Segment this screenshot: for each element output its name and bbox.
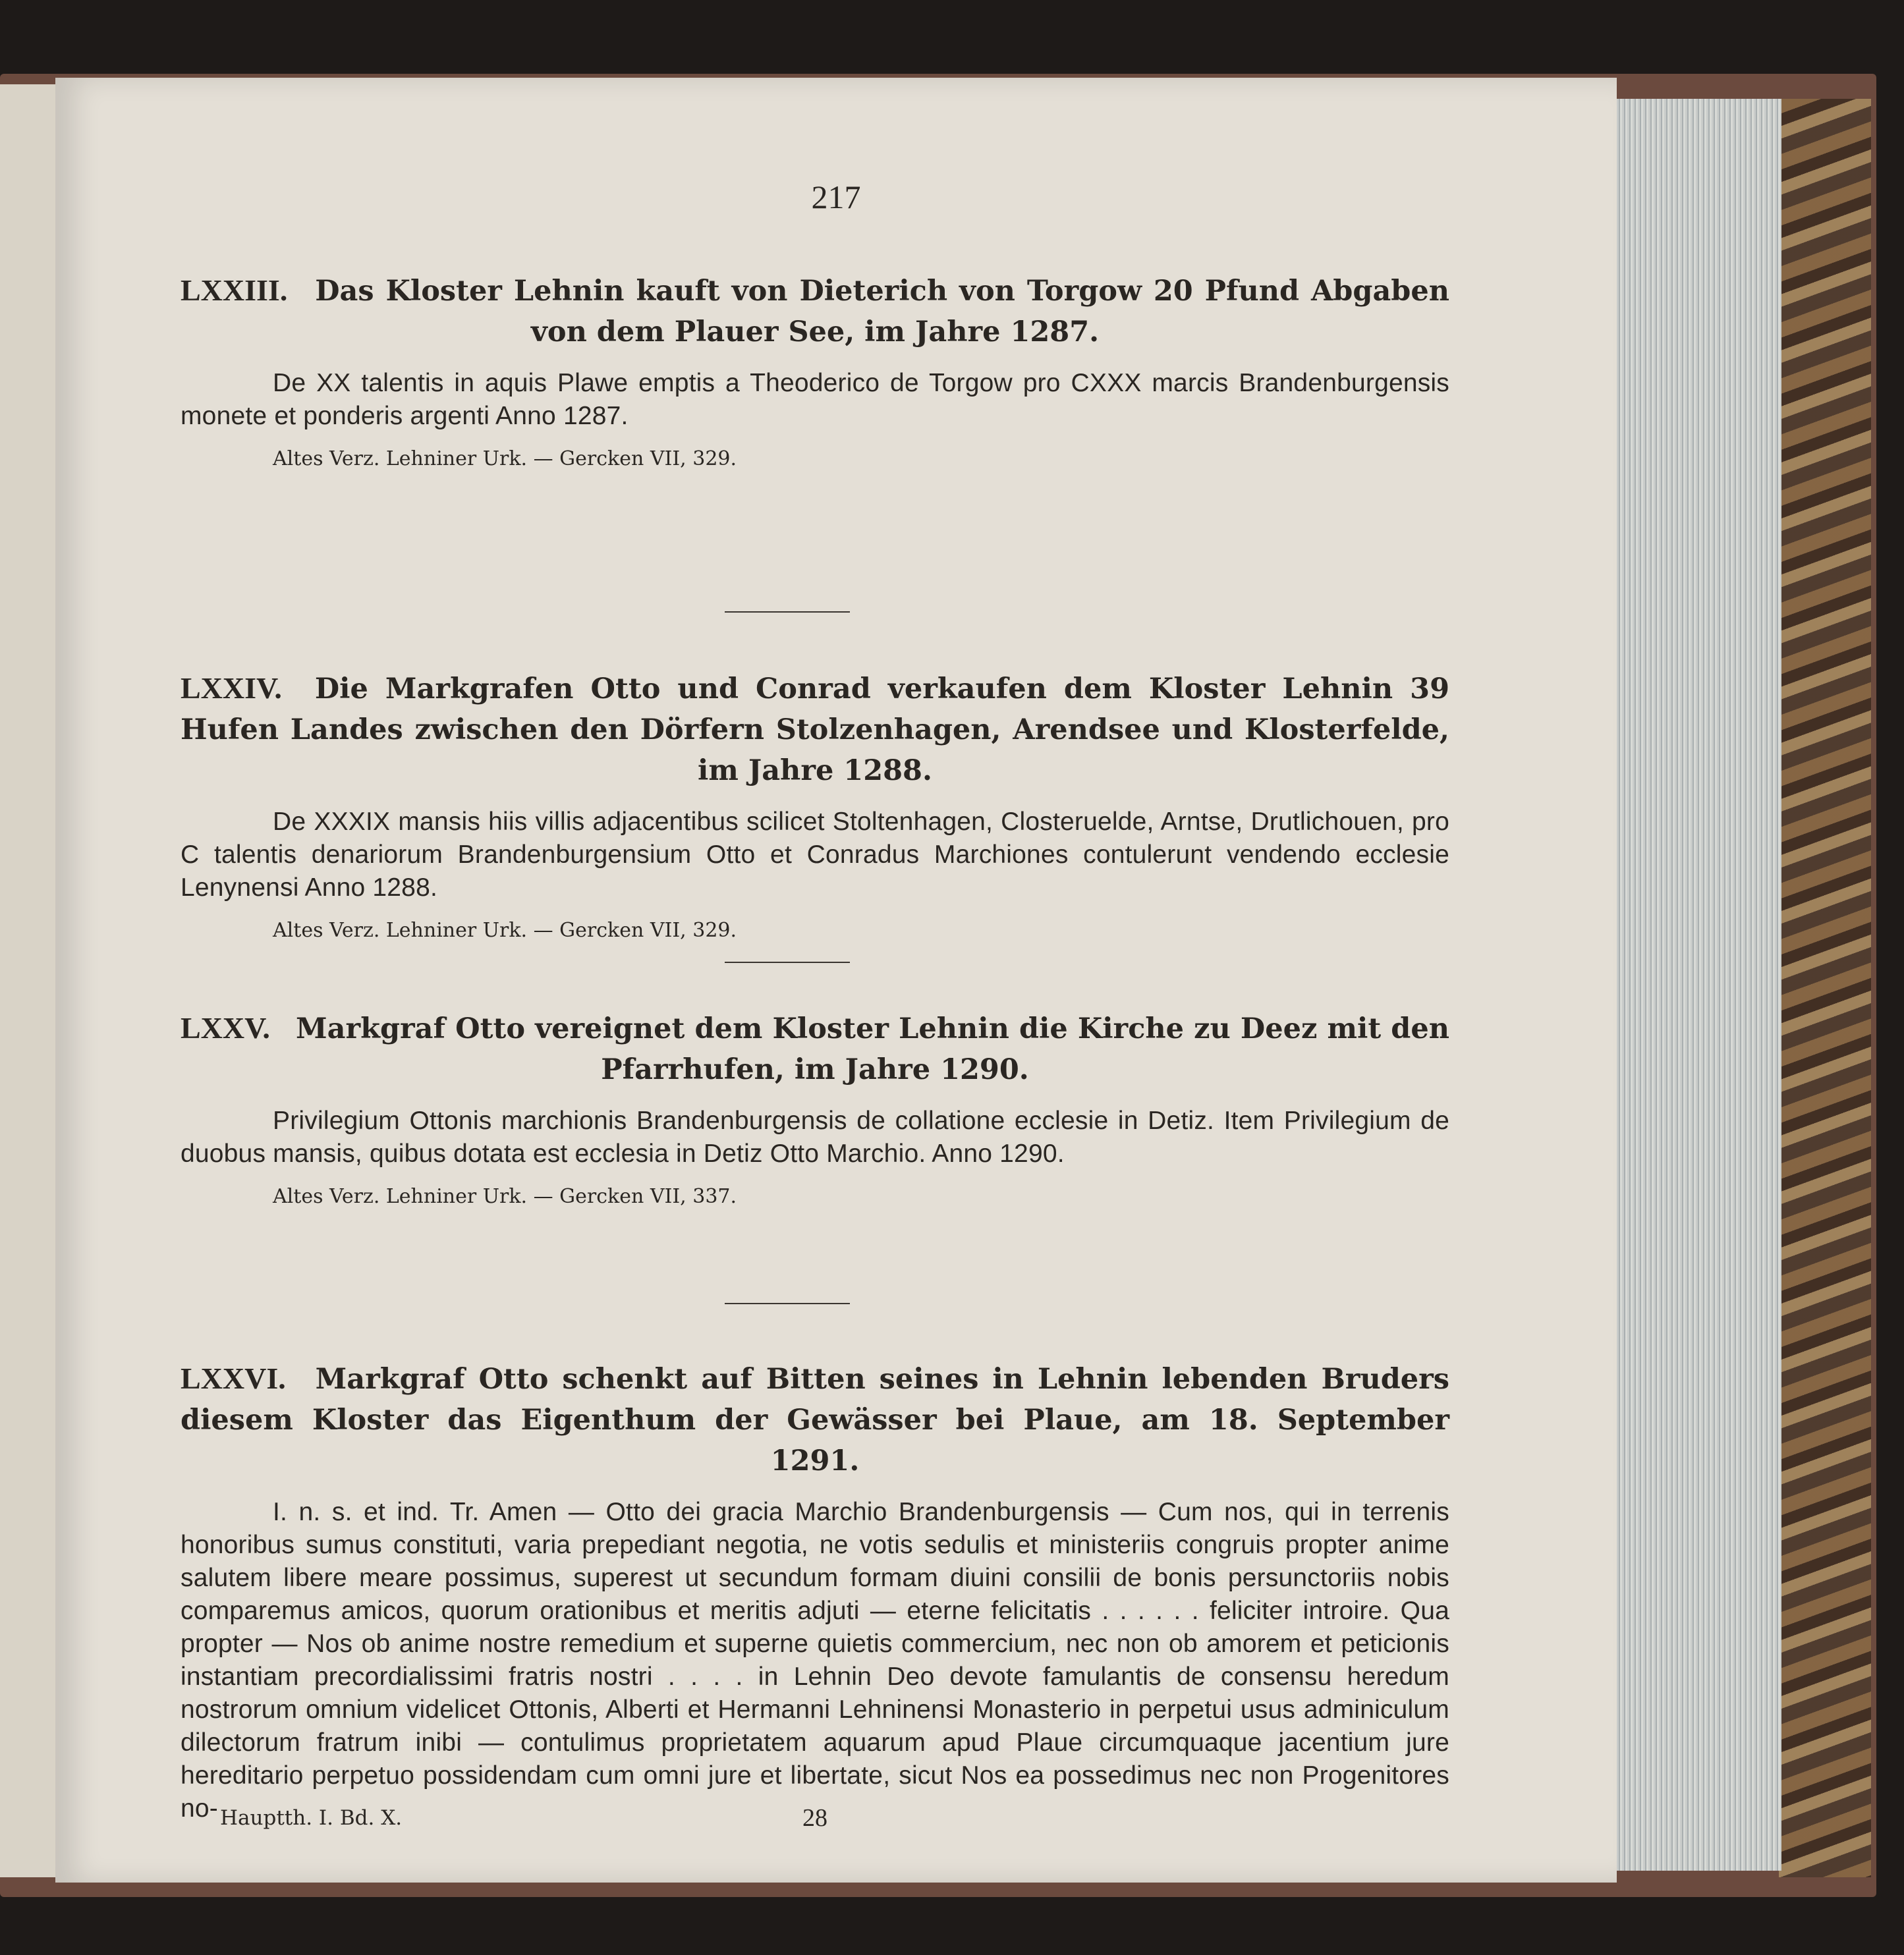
latin-paragraph: I. n. s. et ind. Tr. Amen — Otto dei gracia Marchio Brandenburgensis — Cum nos, qui in terrenis honoribus sumus constituti, varia prepediant negotia, ne votis sedulis et ministeriis congruis propter anime salutem libere meare possimus, superest ut secundum formam diuini consilii de bonis persunctoriis nobis comparemus amicos, quorum orationibus et meritis adjuti — eterne felicitatis . . . . . . feliciter introire. Qua propter — Nos ob anime nostre remedium et superne quietis commercium, nec non ob amorem et peticionis instantiam precordialissimi fratris nostri . . . . in Lehnin Deo devote famulantis de consensu heredum nostrorum omnium videlicet Ottonis, Alberti et Hermanni Lehninensi Monasterio in perpetui usus adminiculum dilectorum fratrum inibi — contulimus proprietatem aquarum apud Plaue circumquaque jacentium jure hereditario perpetuo possidendam cum omni jure et libertate, sicut Nos ea possedimus nec non Progenitores no- [181,1498,1449,1823]
entry-source: Altes Verz. Lehniner Urk. — Gercken VII, 329. [273,919,737,942]
section-divider [725,962,850,963]
entry-number: LXXIV. [181,671,282,705]
marbled-endpaper [1779,99,1871,1877]
entry-lxxv [181,1008,1449,1211]
latin-paragraph: De XX talentis in aquis Plawe emptis a Theoderico de Torgow pro CXXX marcis Brandenburgensis monete et ponderis argenti Anno 1287. [181,369,1449,430]
entry-number: LXXVI. [181,1362,286,1395]
entry-latin-text [181,367,1449,433]
entry-lxxiv [181,668,1449,945]
left-page-edge [0,84,57,1877]
footer-quire-mark: 28 [802,1804,827,1832]
entry-title: Die Markgrafen Otto und Conrad verkaufen dem Kloster Lehnin 39 Hufen Landes zwischen den Dörfern Stolzenhagen, Arendsee und Klosterfelde, im Jahre 1288. [181,673,1449,787]
page-content [55,78,1617,1883]
entry-title: Markgraf Otto schenkt auf Bitten seines in Lehnin lebenden Bruders diesem Kloster das Eigenthum der Gewässer bei Plaue, am 18. September 1291. [181,1363,1449,1477]
entry-number: LXXIII. [181,273,288,307]
entry-heading [181,668,1449,791]
page-number: 217 [811,179,861,215]
entry-latin-text [181,1105,1449,1170]
entry-latin-text [181,806,1449,904]
entry-latin-text [181,1496,1449,1825]
entry-source: Altes Verz. Lehniner Urk. — Gercken VII, 329. [273,447,737,470]
entry-heading [181,270,1449,352]
page-block-edges [1617,99,1781,1871]
latin-paragraph: De XXXIX mansis hiis villis adjacentibus scilicet Stoltenhagen, Closteruelde, Arntse, Drutlichouen, pro C talentis denariorum Brandenburgensium Otto et Conradus Marchiones contulerunt vendendo ecclesie Lenynensi Anno 1288. [181,808,1449,902]
section-divider [725,611,850,613]
latin-paragraph: Privilegium Ottonis marchionis Brandenburgensis de collatione ecclesie in Detiz. Item Privilegium de duobus mansis, quibus dotata est ecclesia in Detiz Otto Marchio. Anno 1290. [181,1107,1449,1168]
entry-heading [181,1358,1449,1481]
entry-lxxvi [181,1358,1449,1825]
entry-title: Das Kloster Lehnin kauft von Dieterich von Torgow 20 Pfund Abgaben von dem Plauer See, im Jahre 1287. [315,275,1449,348]
footer-signature: Hauptth. I. Bd. X. [220,1806,403,1830]
entry-number: LXXV. [181,1011,270,1045]
entry-title: Markgraf Otto vereignet dem Kloster Lehnin die Kirche zu Deez mit den Pfarrhufen, im Jahre 1290. [296,1012,1449,1086]
entry-source: Altes Verz. Lehniner Urk. — Gercken VII, 337. [273,1185,737,1208]
document-page [55,78,1617,1883]
entry-heading [181,1008,1449,1090]
entry-lxxiii [181,270,1449,474]
section-divider [725,1303,850,1304]
